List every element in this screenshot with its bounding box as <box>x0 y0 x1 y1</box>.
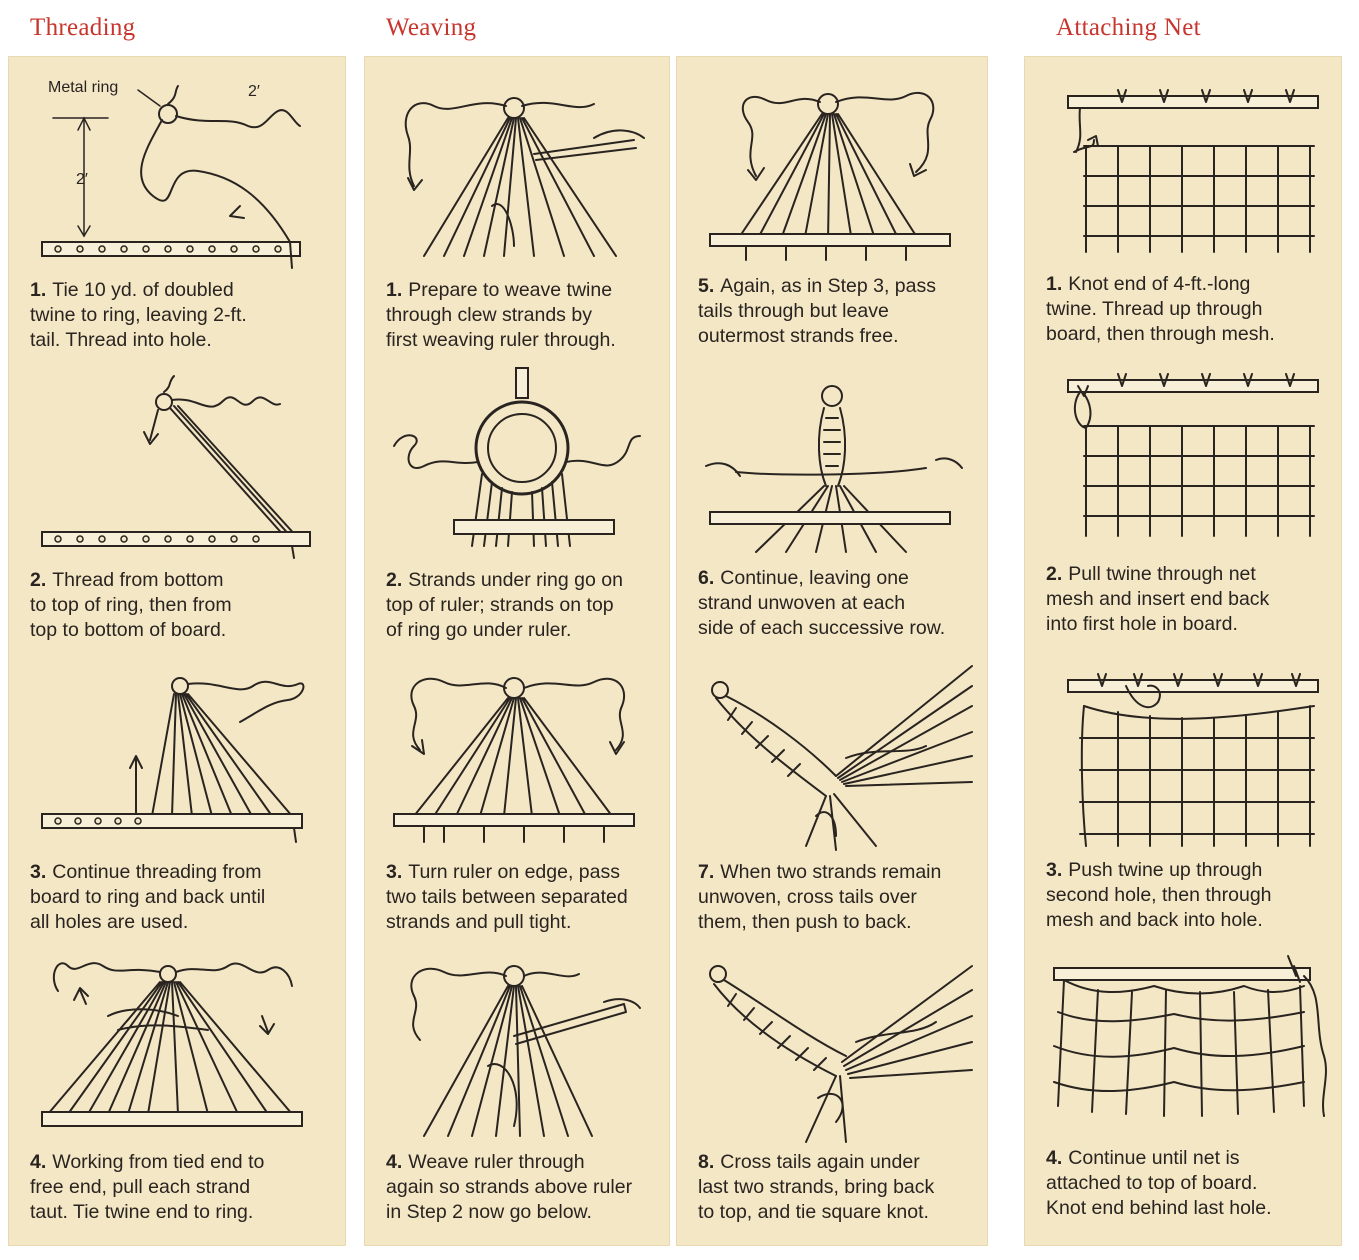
weaving-step-3 <box>364 646 670 946</box>
threading-step-1-caption: 1. Tie 10 yd. of doubled twine to ring, leaving 2-ft. tail. Thread into hole. <box>30 279 247 351</box>
weaving-step-7-caption: 7. When two strands remain unwoven, cross tails over them, then push to back. <box>698 861 942 933</box>
threading-step-2-caption: 2. Thread from bottom to top of ring, then from top to bottom of board. <box>30 569 232 641</box>
weaving-step-2 <box>364 356 670 646</box>
attaching-step-3-illustration <box>1024 646 1342 856</box>
weaving-step-4-caption: 4. Weave ruler through again so strands above ruler in Step 2 now go below. <box>386 1151 633 1223</box>
attaching-step-1-caption: 1. Knot end of 4-ft.-long twine. Thread up through board, then through mesh. <box>1046 273 1275 345</box>
weaving-step-6-caption: 6. Continue, leaving one strand unwoven at each side of each successive row. <box>698 567 946 639</box>
attaching-step-3-caption: 3. Push twine up through second hole, then through mesh and back into hole. <box>1046 859 1272 931</box>
threading-step-1 <box>8 56 346 356</box>
attaching-step-2-illustration <box>1024 356 1342 566</box>
attaching-step-3 <box>1024 646 1342 946</box>
threading-column <box>8 56 346 1246</box>
weaving-step-7 <box>676 646 988 946</box>
threading-step-3-caption: 3. Continue threading from board to ring and back until all holes are used. <box>30 861 266 933</box>
metal-ring-label: Metal ring <box>48 79 119 96</box>
weaving-column-1 <box>364 56 670 1246</box>
weaving-step-5-illustration <box>676 56 988 276</box>
weaving-step-2-caption: 2. Strands under ring go on top of ruler; strands on top of ring go under ruler. <box>386 569 623 641</box>
weaving-step-4-illustration <box>364 946 670 1146</box>
weaving-step-5-caption: 5. Again, as in Step 3, pass tails through but leave outermost strands free. <box>698 275 936 347</box>
tail-length-label: 2′ <box>248 83 260 100</box>
weaving-step-2-illustration <box>364 356 670 566</box>
threading-step-3-illustration <box>8 646 346 856</box>
attaching-step-4-caption: 4. Continue until net is attached to top of board. Knot end behind last hole. <box>1046 1147 1272 1219</box>
weaving-step-6-illustration <box>676 356 988 566</box>
weaving-step-4 <box>364 946 670 1246</box>
header-attaching-net: Attaching Net <box>1056 14 1201 41</box>
weaving-column-2 <box>676 56 988 1246</box>
threading-step-1-illustration <box>8 56 346 281</box>
attaching-step-1 <box>1024 56 1342 356</box>
attaching-step-1-illustration <box>1024 56 1342 266</box>
attaching-step-2-caption: 2. Pull twine through net mesh and insert end back into first hole in board. <box>1046 563 1270 635</box>
height-label: 2′ <box>76 171 88 188</box>
header-weaving: Weaving <box>386 14 477 41</box>
weaving-step-3-caption: 3. Turn ruler on edge, pass two tails between separated strands and pull tight. <box>386 861 628 933</box>
threading-step-2 <box>8 356 346 646</box>
net-mesh <box>1084 146 1314 252</box>
weaving-step-8 <box>676 946 988 1246</box>
attaching-net-column <box>1024 56 1342 1246</box>
attaching-step-4 <box>1024 946 1342 1246</box>
weaving-step-8-caption: 8. Cross tails again under last two strands, bring back to top, and tie square knot. <box>698 1151 935 1223</box>
threading-step-4-illustration <box>8 946 346 1146</box>
weaving-step-8-illustration <box>676 946 988 1146</box>
attaching-step-2 <box>1024 356 1342 646</box>
threading-step-4-caption: 4. Working from tied end to free end, pull each strand taut. Tie twine end to ring. <box>30 1151 265 1223</box>
threading-step-2-illustration <box>8 356 346 566</box>
weaving-step-1-caption: 1. Prepare to weave twine through clew strands by first weaving ruler through. <box>386 279 616 351</box>
weaving-step-5 <box>676 56 988 356</box>
header-threading: Threading <box>30 14 136 41</box>
weaving-step-6 <box>676 356 988 646</box>
weaving-step-7-illustration <box>676 646 988 856</box>
attaching-step-4-illustration <box>1024 946 1342 1146</box>
weaving-step-1-illustration <box>364 56 670 276</box>
weaving-step-3-illustration <box>364 646 670 856</box>
threading-step-4 <box>8 946 346 1246</box>
weaving-step-1 <box>364 56 670 356</box>
threading-step-3 <box>8 646 346 946</box>
